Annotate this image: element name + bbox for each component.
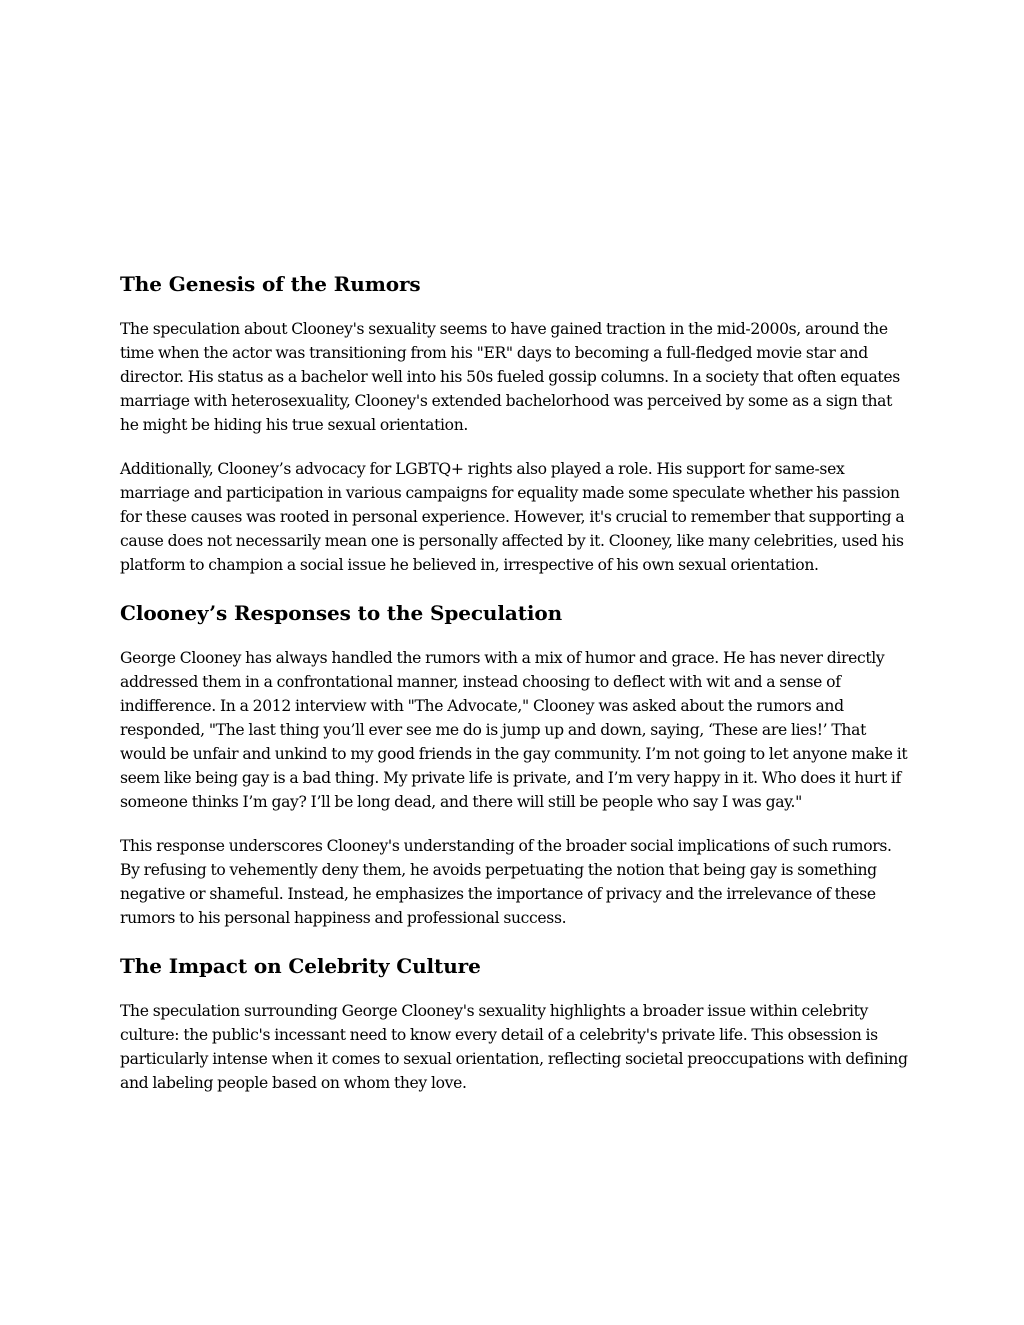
paragraph: Additionally, Clooney’s advocacy for LGBTQ+ rights also played a role. His support for same-sex marriage and participation in various campaigns for equality made some speculate whether his passion for these causes was rooted in personal experience. However, it's crucial to remember that supporting a cause does not necessarily mean one is personally affected by it. Clooney, like many celebrities, used his platform to champion a social issue he believed in, irrespective of his own sexual orientation. (120, 460, 905, 574)
paragraph: George Clooney has always handled the rumors with a mix of humor and grace. He has never directly addressed them in a confrontational manner, instead choosing to deflect with wit and a sense of indifference. In a 2012 interview with "The Advocate," Clooney was asked about the rumors and responded, "The last thing you’ll ever see me do is jump up and down, saying, ‘These are lies!’ That would be unfair and unkind to my good friends in the gay community. I’m not going to let anyone make it seem like being gay is a bad thing. My private life is private, and I’m very happy in it. Who does it hurt if someone thinks I’m gay? I’ll be long dead, and there will still be people who say I was gay." (120, 649, 908, 811)
document-page (120, 268, 910, 1115)
section-genesis-of-rumors (120, 268, 910, 577)
paragraph: This response underscores Clooney's understanding of the broader social implications of such rumors. By refusing to vehemently deny them, he avoids perpetuating the notion that being gay is something negative or shameful. Instead, he emphasizes the importance of privacy and the irrelevance of these rumors to his personal happiness and professional success. (120, 837, 892, 927)
paragraph: The speculation about Clooney's sexuality seems to have gained traction in the mid-2000s, around the time when the actor was transitioning from his "ER" days to becoming a full-fledged movie star and director. His status as a bachelor well into his 50s fueled gossip columns. In a society that often equates marriage with heterosexuality, Clooney's extended bachelorhood was perceived by some as a sign that he might be hiding his true sexual orientation. (120, 320, 900, 434)
paragraph: The speculation surrounding George Clooney's sexuality highlights a broader issue within celebrity culture: the public's incessant need to know every detail of a celebrity's private life. This obsession is particularly intense when it comes to sexual orientation, reflecting societal preoccupations with defining and labeling people based on whom they love. (120, 1002, 908, 1092)
section-heading: Clooney’s Responses to the Speculation (120, 601, 563, 625)
section-heading: The Genesis of the Rumors (120, 272, 421, 296)
section-clooney-responses (120, 597, 910, 930)
section-impact-celebrity-culture (120, 950, 910, 1095)
section-heading: The Impact on Celebrity Culture (120, 954, 481, 978)
